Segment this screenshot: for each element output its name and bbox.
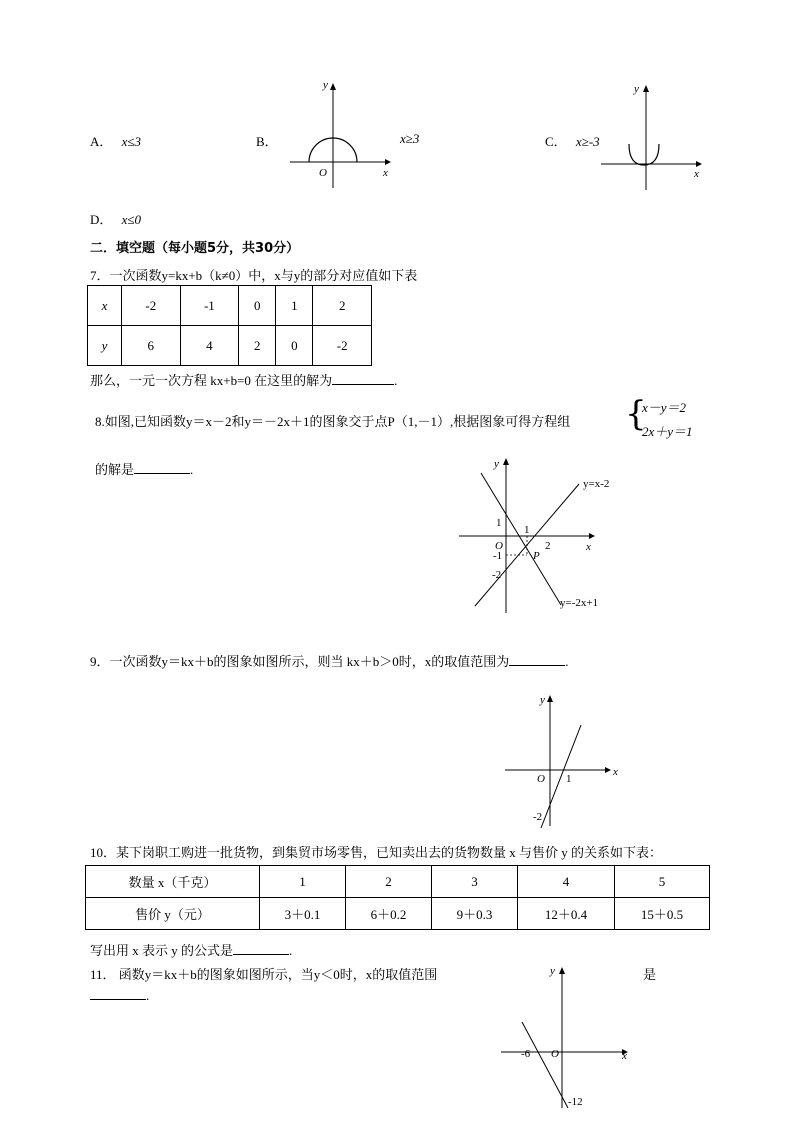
table-cell: x	[88, 286, 122, 326]
line2-label: y=-2x+1	[560, 597, 599, 609]
table-row-y	[88, 326, 372, 366]
q7-table	[87, 285, 372, 366]
q9-graph	[502, 690, 632, 830]
table-row-quantity	[86, 866, 710, 898]
origin-label: O	[319, 167, 327, 179]
tick-y-neg2: -2	[492, 569, 502, 581]
point-p-label: P	[533, 550, 540, 562]
q10-answer-prefix: 写出用 x 表示 y 的公式是	[90, 943, 234, 958]
option-c-label: C．	[545, 134, 567, 149]
table-cell: y	[88, 326, 122, 366]
answer-blank[interactable]	[90, 987, 146, 1000]
q10-answer-line	[90, 940, 292, 959]
q7-answer-prefix: 那么，一元一次方程 kx+b=0 在这里的解为	[90, 373, 333, 388]
option-c	[545, 131, 600, 150]
y-intercept-label: -2	[533, 811, 543, 823]
q10-answer-suffix: .	[289, 943, 293, 958]
y-arrow	[559, 967, 565, 974]
option-a	[90, 131, 141, 150]
table-row-price	[86, 898, 710, 930]
q8-equation-2: 2x＋y＝1	[642, 424, 693, 439]
option-b-graph	[285, 80, 395, 180]
answer-blank[interactable]	[332, 372, 394, 385]
x-label: x	[586, 541, 591, 553]
x-intercept-label: 1	[566, 773, 572, 785]
q8-tail-text: 的解是	[95, 462, 135, 477]
answer-blank[interactable]	[233, 942, 289, 955]
table-cell: 3	[432, 866, 518, 898]
y-label: y	[634, 83, 639, 95]
table-cell: 6	[122, 326, 181, 366]
q10-stem: 10．某下岗职工购进一批货物，到集贸市场零售，已知卖出去的货物数量 x 与售价 y 的关系如下表：	[90, 845, 663, 860]
y-label: y	[494, 458, 499, 470]
table-cell: 2	[313, 286, 372, 326]
q7-answer-line	[90, 370, 397, 389]
table-cell: 12＋0.4	[518, 898, 615, 930]
y-intercept-label: -12	[568, 1096, 583, 1108]
tick-y-neg1: -1	[493, 550, 503, 562]
table-cell: 售价 y（元）	[86, 898, 260, 930]
x-arrow	[696, 161, 702, 167]
table-cell: 2	[239, 326, 276, 366]
y-arrow	[330, 83, 336, 90]
q11-answer-line	[90, 987, 149, 1004]
system-brace: {	[625, 394, 647, 434]
function-line	[522, 1022, 568, 1108]
y-label: y	[540, 694, 545, 706]
table-cell: 4	[518, 866, 615, 898]
option-c-graph	[598, 80, 708, 192]
function-line	[541, 725, 581, 828]
q8-graph	[455, 455, 625, 615]
table-cell: 数量 x（千克）	[86, 866, 260, 898]
x-arrow	[589, 533, 595, 539]
table-row-x	[88, 286, 372, 326]
y-arrow	[503, 458, 509, 465]
q9-stem: 9．一次函数y＝kx＋b的图象如图所示，则当 kx＋b＞0时，x的取值范围为	[90, 654, 510, 669]
x-label: x	[383, 167, 388, 179]
q8-stem: 8.如图,已知函数y＝x－2和y＝－2x＋1的图象交于点P（1,－1）,根据图象可得方程组	[95, 414, 571, 429]
tick-x-2: 2	[545, 540, 551, 552]
table-cell: 0	[276, 326, 313, 366]
u-curve	[629, 144, 659, 165]
q8-tail	[95, 459, 193, 478]
q9-suffix: .	[565, 654, 569, 669]
q7-stem: 7．一次函数y=kx+b（k≠0）中，x与y的部分对应值如下表	[90, 268, 418, 283]
line1-label: y=x-2	[583, 478, 610, 490]
table-cell: 15＋0.5	[615, 898, 710, 930]
q11-graph	[498, 960, 638, 1110]
table-cell: 4	[180, 326, 239, 366]
x-label: x	[622, 1050, 627, 1062]
table-cell: 2	[346, 866, 432, 898]
table-cell: 0	[239, 286, 276, 326]
table-cell: -2	[122, 286, 181, 326]
q11-suffix: .	[146, 988, 150, 1003]
x-intercept-label: -6	[521, 1048, 531, 1060]
q9-stem-line	[90, 651, 569, 670]
option-c-text: x≥-3	[575, 134, 600, 149]
q10-table	[85, 865, 710, 930]
q7-answer-suffix: .	[394, 373, 398, 388]
table-cell: -1	[180, 286, 239, 326]
origin-label: O	[551, 1048, 559, 1060]
q11-shi: 是	[643, 967, 657, 982]
option-d-text: x≤0	[121, 212, 142, 227]
table-cell: 3＋0.1	[260, 898, 346, 930]
option-a-label: A．	[90, 134, 113, 149]
origin-label: O	[537, 773, 545, 785]
option-a-text: x≤3	[121, 134, 142, 149]
tick-y-1: 1	[496, 517, 502, 529]
tick-x-1: 1	[524, 524, 530, 536]
table-cell: 1	[260, 866, 346, 898]
option-b-value: x≥3	[400, 131, 420, 146]
y-arrow	[547, 695, 553, 702]
option-d	[90, 209, 141, 228]
q11-stem: 11． 函数y＝kx＋b的图象如图所示，当y＜0时，x的取值范围	[90, 967, 438, 982]
option-b-text	[400, 131, 419, 147]
x-label: x	[694, 168, 699, 180]
origin-label: O	[495, 540, 503, 552]
answer-blank[interactable]	[509, 653, 565, 666]
x-label: x	[613, 766, 618, 778]
q8-equation-1: x－y＝2	[642, 400, 687, 415]
table-cell: 1	[276, 286, 313, 326]
y-label: y	[323, 79, 328, 91]
x-arrow	[605, 767, 611, 773]
section-heading: 二．填空题（每小题5分，共30分）	[90, 241, 300, 256]
table-cell: 9＋0.3	[432, 898, 518, 930]
answer-blank[interactable]	[134, 461, 190, 474]
table-cell: 6＋0.2	[346, 898, 432, 930]
q8-tail-suffix: .	[190, 462, 194, 477]
x-arrow	[385, 159, 391, 165]
y-arrow	[643, 85, 649, 92]
option-d-label: D．	[90, 212, 113, 227]
option-b-label: B．	[256, 134, 278, 149]
table-cell: -2	[313, 326, 372, 366]
y-label: y	[550, 965, 555, 977]
table-cell: 5	[615, 866, 710, 898]
